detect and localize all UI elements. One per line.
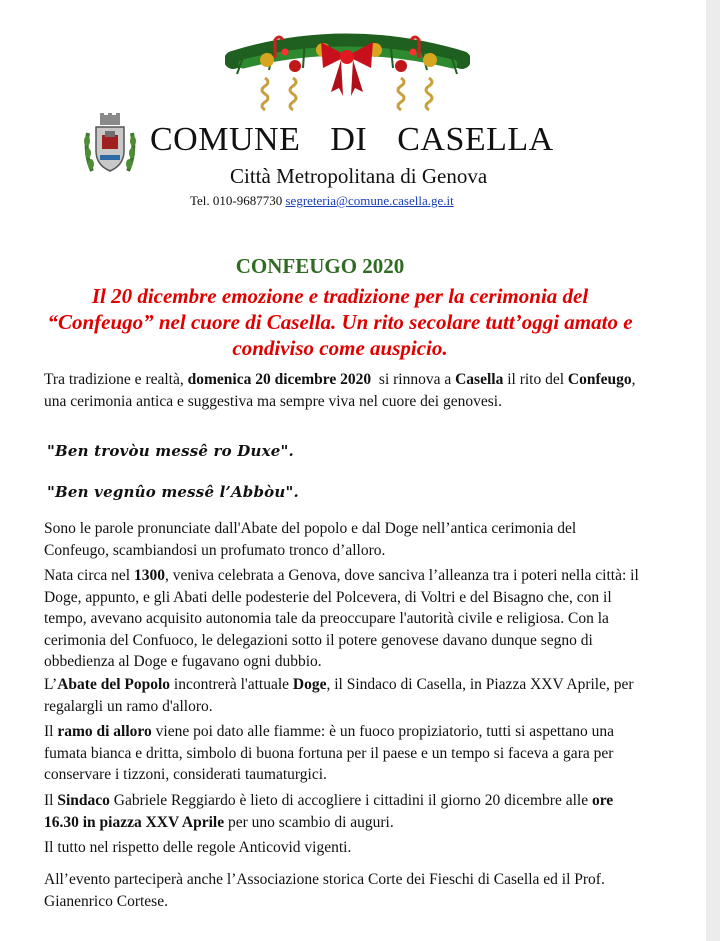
quote-doge: "Ben trovòu messê ro Duxe". xyxy=(47,442,294,460)
paragraph-words: Sono le parole pronunciate dall'Abate del popolo e dal Doge nell’antica cerimonia del Confeugo, scambiandosi un profumato tronco d’alloro. xyxy=(44,520,577,559)
contact-line xyxy=(190,193,454,209)
municipality-subtitle: Città Metropolitana di Genova xyxy=(230,164,488,188)
event-date: domenica 20 dicembre 2020 xyxy=(187,371,372,388)
title-word-casella: CASELLA xyxy=(397,121,554,158)
telephone-number: Tel. 010-9687730 xyxy=(190,193,283,208)
casella-coat-of-arms-icon xyxy=(82,113,138,177)
paragraph-evento: All’evento parteciperà anche l’Associazione storica Corte dei Fieschi di Casella ed il Prof. Gianenrico Cortese. xyxy=(44,871,605,910)
event-headline: Il 20 dicembre emozione e tradizione per la cerimonia del “Confeugo” nel cuore di Casella. Un rito secolare tutt’oggi amato e condiviso come auspicio. xyxy=(47,284,633,360)
paragraph-sindaco: Il Sindaco Gabriele Reggiardo è lieto di accogliere i cittadini il giorno 20 dicembre alle ore 16.30 in piazza XXV Aprile per uno scambio di auguri. xyxy=(44,792,614,831)
paragraph-covid: Il tutto nel rispetto delle regole Anticovid vigenti. xyxy=(44,839,352,856)
email-link[interactable]: segreteria@comune.casella.ge.it xyxy=(285,193,454,208)
event-time-place: ore 16.30 in piazza XXV Aprile xyxy=(44,792,614,831)
paragraph-ramo: Il ramo di alloro viene poi dato alle fiamme: è un fuoco propiziatorio, tutti si aspettano una fumata bianca e dritta, simbolo di buona fortuna per il paese e un tempo si faceva a gara per conservare i tizzoni, considerati taumaturgici. xyxy=(44,723,615,783)
intro-paragraph: Tra tradizione e realtà, domenica 20 dicembre 2020 si rinnova a Casella il rito del Confeugo, una cerimonia antica e suggestiva ma sempre viva nel cuore dei genovesi. xyxy=(44,371,636,410)
event-title: CONFEUGO 2020 xyxy=(235,254,405,278)
title-word-di: DI xyxy=(330,121,368,158)
municipality-title xyxy=(150,121,554,159)
title-word-comune: COMUNE xyxy=(150,121,301,158)
quote-abate: "Ben vegnûo messê l’Abbòu". xyxy=(47,483,299,501)
paragraph-history: Nata circa nel 1300, veniva celebrata a Genova, dove sanciva l’alleanza tra i poteri nella città: il Doge, appunto, e gli Abati delle podesterie del Polcevera, di Voltri e del Bisagno che, con il tempo, avevano acquisito autonomia tale da preoccupare l'autorità civile e religiosa. Con la cerimonia del Confuoco, le delegazioni sotto il potere genovese davano dunque segno di obbedienza al Doge e fugavano ogni dubbio. xyxy=(44,567,639,670)
paragraph-abate: L’Abate del Popolo incontrerà l'attuale Doge, il Sindaco di Casella, in Piazza XXV Aprile, per regalargli un ramo d'alloro. xyxy=(44,676,634,715)
christmas-garland-icon xyxy=(225,30,470,118)
